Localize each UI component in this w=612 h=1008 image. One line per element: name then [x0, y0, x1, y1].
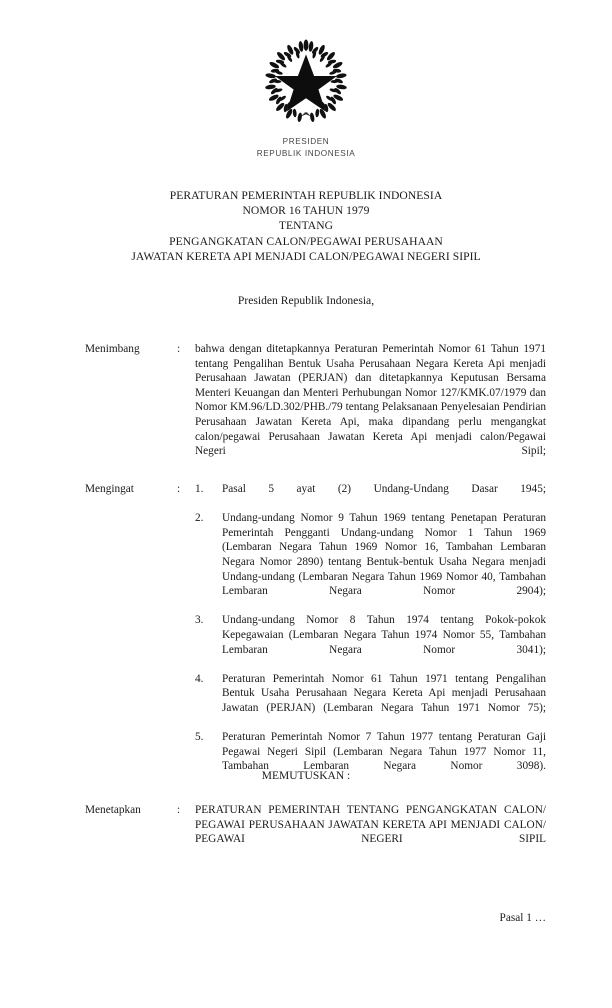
- presidential-star-wreath-emblem-icon: [260, 36, 352, 128]
- clause-label-mengingat: Mengingat: [85, 483, 134, 495]
- list-item-number: 4.: [195, 672, 204, 685]
- list-item-text: Undang-undang Nomor 8 Tahun 1974 tentang Pokok-pokok Kepegawaian (Lembaran Negara Tahun 1974 Nomor 55, Tambahan Lembaran Negara Nomor 3041);: [222, 614, 546, 656]
- list-item-number: 2.: [195, 512, 204, 525]
- list-item-text: Peraturan Pemerintah Nomor 61 Tahun 1971 tentang Pengalihan Bentuk Usaha Perusahaan Negara Kereta Api menjadi Perusahaan Jawatan (PERJAN) (Lembaran Negara Tahun 1971 Nomor 75);: [222, 672, 546, 714]
- title-line-about: TENTANG: [278, 219, 334, 233]
- title-line-subject-1: PENGANGKATAN CALON/PEGAWAI PERUSAHAAN: [169, 234, 443, 248]
- clause-colon-menetapkan: :: [177, 804, 181, 816]
- list-item-text: Pasal 5 ayat (2) Undang-Undang Dasar 1945;: [222, 483, 546, 495]
- clause-label-menimbang: Menimbang: [85, 343, 140, 355]
- emblem-caption-line1: PRESIDEN: [282, 137, 330, 146]
- list-item-number: 5.: [195, 731, 204, 744]
- list-item: [195, 511, 546, 613]
- clause-menetapkan: [85, 803, 546, 861]
- clause-body-menimbang: [195, 342, 546, 473]
- title-line-subject-2: JAWATAN KERETA API MENJADI CALON/PEGAWAI NEGERI SIPIL: [131, 249, 481, 263]
- title-line-number: NOMOR 16 TAHUN 1979: [242, 204, 370, 218]
- clause-colon-menimbang: :: [177, 343, 181, 355]
- document-title: [56, 188, 556, 264]
- clause-menimbang: [85, 342, 546, 473]
- clause-body-menetapkan: [195, 803, 546, 861]
- clause-colon-mengingat: :: [177, 483, 181, 495]
- title-line-regulation: PERATURAN PEMERINTAH REPUBLIK INDONESIA: [169, 189, 443, 202]
- emblem-caption-line2: REPUBLIK INDONESIA: [256, 148, 356, 158]
- list-item-number: 1.: [195, 483, 204, 495]
- opening-line: Presiden Republik Indonesia,: [237, 294, 375, 307]
- memutuskan-heading: MEMUTUSKAN :: [261, 770, 351, 782]
- list-item: [195, 672, 546, 730]
- clause-body-menimbang-text: bahwa dengan ditetapkannya Peraturan Pemerintah Nomor 61 Tahun 1971 tentang Pengalihan Bentuk Usaha Perusahaan Negara Kereta Api menjadi Perusahaan Jawatan (PERJAN) dan ditetapkannya Keputusan Bersama Menteri Keuangan dan Menteri Perhubungan Nomor 127/KMK.07/1979 dan Nomor KM.96/LD.302/PHB./79 tentang Pelaksanaan Penyelesaian Pendirian Perusahaan Jawatan Kereta Api, maka dipandang perlu mengangkat calon/pegawai Perusahaan Jawatan Kereta Api menjadi calon/Pegawai Negeri Sipil;: [195, 343, 546, 458]
- list-item: [195, 482, 546, 511]
- mengingat-list: [195, 482, 546, 788]
- clause-mengingat: [85, 482, 546, 788]
- clause-body-menetapkan-text: PERATURAN PEMERINTAH TENTANG PENGANGKATAN CALON/ PEGAWAI PERUSAHAAN JAWATAN KERETA API MENJADI CALON/ PEGAWAI NEGERI SIPIL: [195, 804, 546, 846]
- clause-label-menetapkan: Menetapkan: [85, 804, 141, 816]
- list-item-text: Peraturan Pemerintah Nomor 7 Tahun 1977 tentang Peraturan Gaji Pegawai Negeri Sipil (Lembaran Negara Tahun 1977 Nomor 11, Tambahan Lembaran Negara Nomor 3098).: [222, 731, 546, 773]
- footer-continuation-note: Pasal 1 …: [499, 912, 546, 924]
- emblem-block: [0, 36, 612, 159]
- list-item-text: Undang-undang Nomor 9 Tahun 1969 tentang Penetapan Peraturan Pemerintah Pengganti Undang-undang Nomor 1 Tahun 1969 (Lembaran Negara Tahun 1969 Nomor 16, Tambahan Lembaran Negara Nomor 2890) tentang Bentuk-bentuk Usaha Negara menjadi Undang-undang (Lembaran Negara Tahun 1969 Nomor 40, Tambahan Lembaran Negara Nomor 2904);: [222, 512, 546, 598]
- list-item: [195, 613, 546, 671]
- clause-body-mengingat: [195, 482, 546, 788]
- emblem-caption: [0, 136, 612, 159]
- list-item-number: 3.: [195, 614, 204, 627]
